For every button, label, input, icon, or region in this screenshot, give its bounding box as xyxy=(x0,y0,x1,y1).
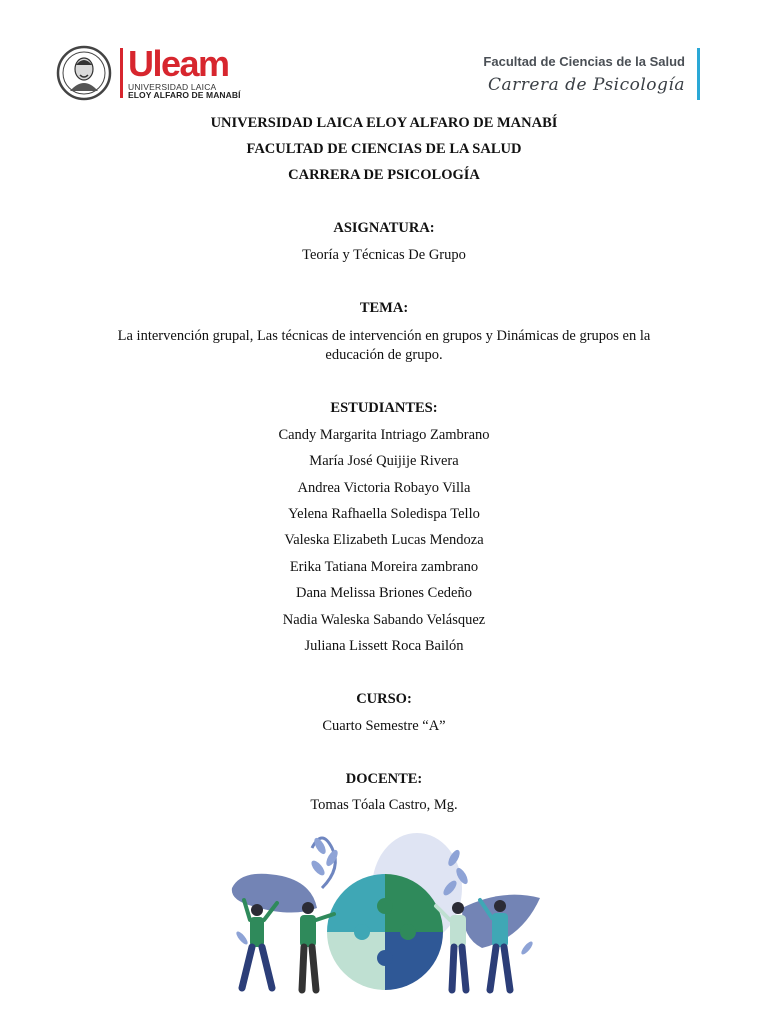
blue-divider xyxy=(697,48,700,100)
header xyxy=(56,42,708,104)
red-divider xyxy=(120,48,123,98)
university-seal-icon xyxy=(56,45,112,101)
teacher-label: DOCENTE: xyxy=(345,771,423,787)
student-name: Juliana Lissett Roca Bailón xyxy=(304,638,464,654)
topic-line-2: educación de grupo. xyxy=(325,347,443,363)
university-name: UNIVERSIDAD LAICA ELOY ALFARO DE MANABÍ xyxy=(210,115,558,131)
logo-line2: ELOY ALFARO DE MANABÍ xyxy=(128,90,241,100)
course-value: Cuarto Semestre “A” xyxy=(322,718,446,734)
student-name: Yelena Rafhaella Soledispa Tello xyxy=(288,506,480,522)
course-label: CURSO: xyxy=(356,691,412,707)
student-name: Dana Melissa Briones Cedeño xyxy=(296,585,472,601)
faculty-logo xyxy=(483,46,700,102)
student-name: Candy Margarita Intriago Zambrano xyxy=(278,427,490,443)
subject-value: Teoría y Técnicas De Grupo xyxy=(302,247,466,263)
topic-value xyxy=(96,327,672,365)
career-name: CARRERA DE PSICOLOGÍA xyxy=(288,167,480,183)
subject-label: ASIGNATURA: xyxy=(333,220,435,236)
faculty-subtitle: Carrera de Psicología xyxy=(488,74,685,95)
teacher-value: Tomas Tóala Castro, Mg. xyxy=(310,797,458,813)
students-label: ESTUDIANTES: xyxy=(330,400,438,416)
topic-line-1: La intervención grupal, Las técnicas de intervención en grupos y Dinámicas de grupos en la xyxy=(117,328,651,344)
faculty-name: FACULTAD DE CIENCIAS DE LA SALUD xyxy=(246,141,522,157)
faculty-title: Facultad de Ciencias de la Salud xyxy=(483,53,685,69)
student-name: María José Quijije Rivera xyxy=(309,453,459,469)
student-name: Nadia Waleska Sabando Velásquez xyxy=(282,612,486,628)
teamwork-puzzle-illustration xyxy=(222,828,548,1000)
student-name: Erika Tatiana Moreira zambrano xyxy=(289,559,479,575)
logo-name: Uleam xyxy=(128,42,229,84)
student-name: Valeska Elizabeth Lucas Mendoza xyxy=(284,532,484,548)
logo-line1: UNIVERSIDAD LAICA xyxy=(128,81,217,92)
topic-label: TEMA: xyxy=(359,300,409,316)
uleam-logo xyxy=(56,42,241,104)
student-name: Andrea Victoria Robayo Villa xyxy=(297,480,471,496)
